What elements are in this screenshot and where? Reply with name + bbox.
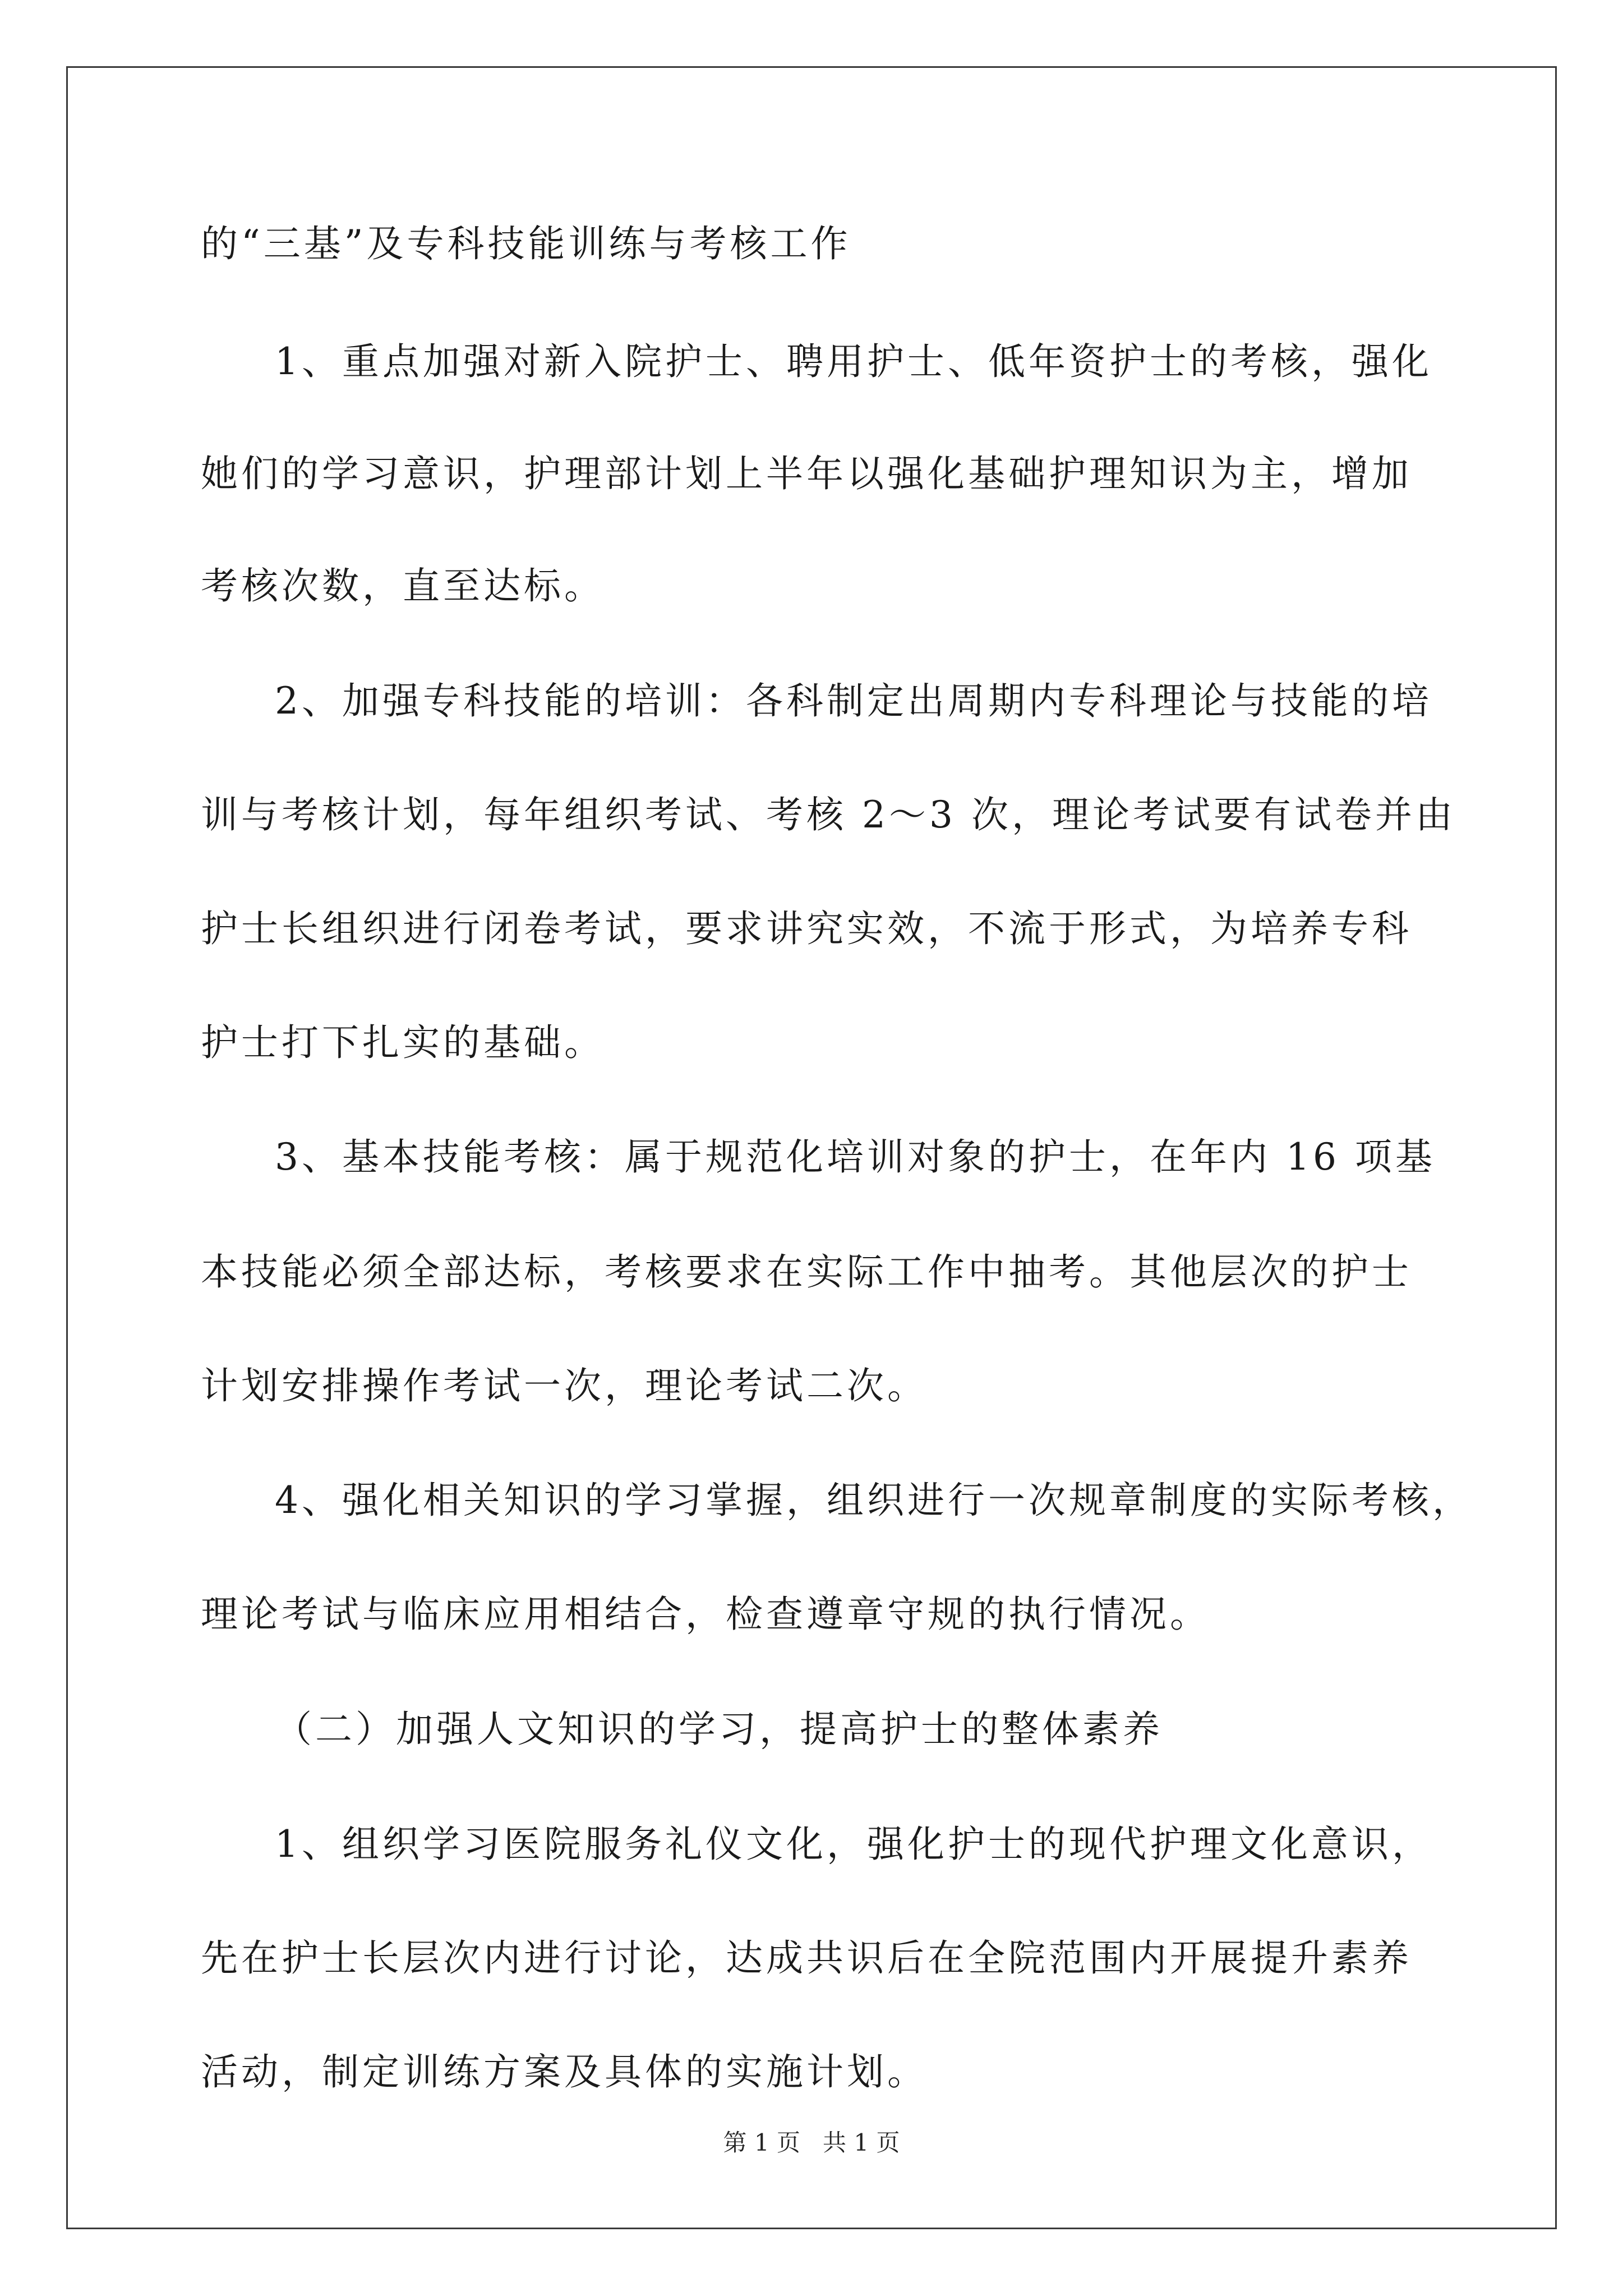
text-line: 先在护士长层次内进行讨论，达成共识后在全院范围内开展提升素养 bbox=[201, 1936, 1412, 1980]
text-line: 护士打下扎实的基础。 bbox=[201, 1021, 605, 1064]
text-line: 4、强化相关知识的学习掌握，组织进行一次规章制度的实际考核， bbox=[275, 1479, 1473, 1522]
text-line: 的“三基”及专科技能训练与考核工作 bbox=[201, 222, 851, 265]
text-line: 训与考核计划，每年组织考试、考核 2～3 次，理论考试要有试卷并由 bbox=[201, 793, 1456, 836]
text-line: 本技能必须全部达标，考核要求在实际工作中抽考。其他层次的护士 bbox=[201, 1250, 1412, 1294]
text-line: 1、重点加强对新入院护士、聘用护士、低年资护士的考核，强化 bbox=[275, 340, 1432, 383]
text-line: 2、加强专科技能的培训：各科制定出周期内专科理论与技能的培 bbox=[275, 679, 1432, 723]
text-line: 护士长组织进行闭卷考试，要求讲究实效，不流于形式，为培养专科 bbox=[201, 907, 1412, 950]
text-line: 理论考试与临床应用相结合，检查遵章守规的执行情况。 bbox=[201, 1593, 1210, 1636]
text-line: 3、基本技能考核：属于规范化培训对象的护士，在年内 16 项基 bbox=[275, 1135, 1436, 1179]
section-heading: （二）加强人文知识的学习，提高护士的整体素养 bbox=[275, 1708, 1163, 1751]
text-line: 1、组织学习医院服务礼仪文化，强化护士的现代护理文化意识， bbox=[275, 1823, 1432, 1866]
text-line: 她们的学习意识，护理部计划上半年以强化基础护理知识为主，增加 bbox=[201, 452, 1412, 495]
text-line: 考核次数，直至达标。 bbox=[201, 564, 605, 608]
text-line: 活动，制定训练方案及具体的实施计划。 bbox=[201, 2050, 928, 2093]
text-line: 计划安排操作考试一次，理论考试二次。 bbox=[201, 1364, 928, 1407]
page-footer: 第 1 页 共 1 页 bbox=[723, 2129, 900, 2156]
